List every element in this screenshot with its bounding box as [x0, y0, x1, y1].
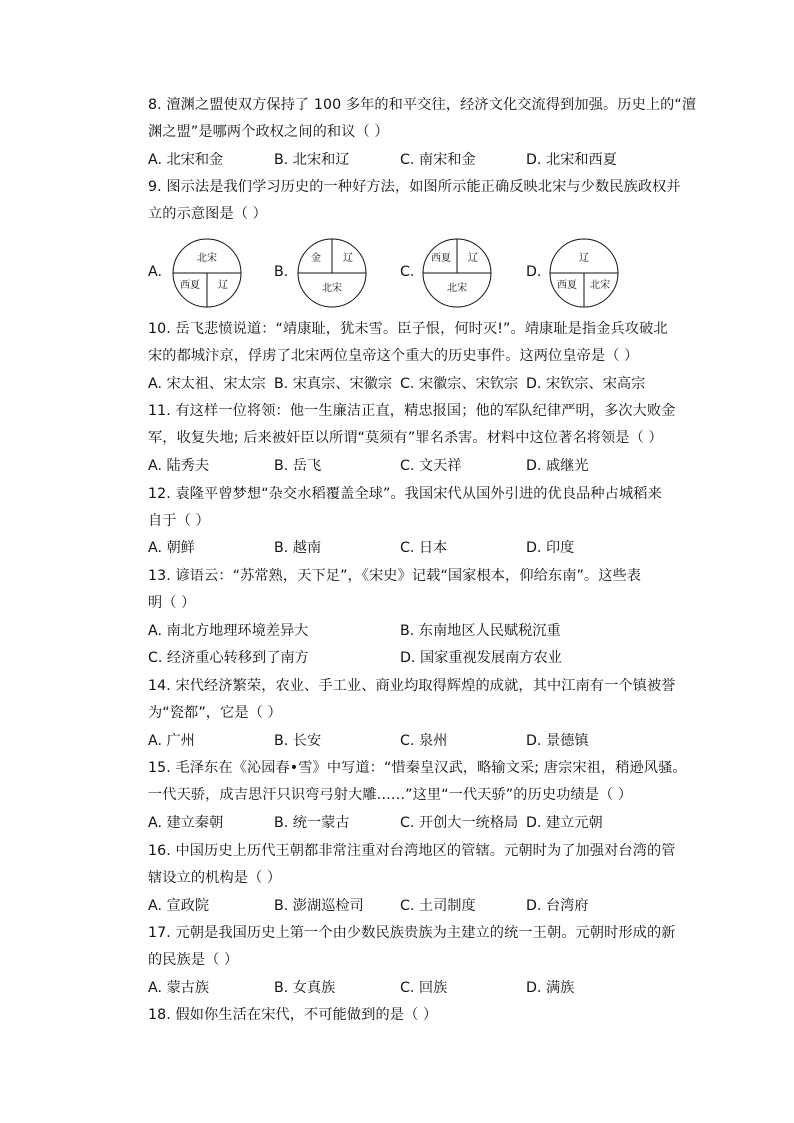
question-13-line-2: 明（ ）	[148, 595, 196, 611]
question-9-line-1: 9. 图示法是我们学习历史的一种好方法，如图所示能正确反映北宋与少数民族政权并	[148, 179, 681, 195]
q17-option-d: D. 满族	[526, 980, 575, 996]
q9-option-b-label: B.	[274, 264, 289, 280]
q8-option-c: C. 南宋和金	[400, 152, 476, 168]
q10-option-d: D. 宋钦宗、宋高宗	[526, 376, 646, 392]
q9-diagram-a	[171, 237, 243, 309]
q12-option-d: D. 印度	[526, 540, 575, 556]
diagram-d-right-label: 北宋	[590, 280, 610, 291]
question-16-line-2: 辖设立的机构是（ ）	[148, 870, 282, 886]
q8-option-d: D. 北宋和西夏	[526, 152, 617, 168]
question-8-line-2: 渊之盟”是哪两个政权之间的和议（ ）	[148, 124, 389, 140]
diagram-a-top-label: 北宋	[197, 253, 217, 264]
q14-option-c: C. 泉州	[400, 733, 448, 749]
question-8-line-1: 8. 澶渊之盟使双方保持了 100 多年的和平交往，经济文化交流得到加强。历史上的“澶	[148, 97, 697, 113]
diagram-c-left-label: 西夏	[431, 253, 451, 264]
question-10-line-1: 10. 岳飞悲愤说道：“靖康耻，犹未雪。臣子恨，何时灭!”。靖康耻是指金兵攻破北	[148, 321, 668, 337]
q9-option-a-label: A.	[148, 264, 162, 280]
q10-option-b: B. 宋真宗、宋徽宗	[274, 376, 393, 392]
q13-option-b: B. 东南地区人民赋税沉重	[400, 623, 561, 639]
question-17-line-2: 的民族是（ ）	[148, 952, 239, 968]
diagram-b-right-label: 辽	[343, 253, 353, 264]
diagram-b-bottom-label: 北宋	[322, 283, 342, 294]
q16-option-c: C. 土司制度	[400, 898, 476, 914]
question-13-line-1: 13. 谚语云：“苏常熟，天下足”，《宋史》记载“国家根本，仰给东南”。这些表	[148, 568, 642, 584]
q14-option-d: D. 景德镇	[526, 733, 589, 749]
q17-option-b: B. 女真族	[274, 980, 336, 996]
q16-option-b: B. 澎湖巡检司	[274, 898, 364, 914]
diagram-c-right-label: 辽	[468, 253, 478, 264]
q15-option-c: C. 开创大一统格局	[400, 815, 519, 831]
question-17-line-1: 17. 元朝是我国历史上第一个由少数民族贵族为主建立的统一王朝。元朝时形成的新	[148, 925, 676, 941]
q15-option-a: A. 建立秦朝	[148, 815, 224, 831]
q9-diagram-d	[548, 237, 620, 309]
q16-option-d: D. 台湾府	[526, 898, 589, 914]
q14-option-b: B. 长安	[274, 733, 322, 749]
question-12-line-2: 自于（ ）	[148, 513, 210, 529]
q17-option-a: A. 蒙古族	[148, 980, 210, 996]
q11-option-a: A. 陆秀夫	[148, 458, 210, 474]
question-16-line-1: 16. 中国历史上历代王朝都非常注重对台湾地区的管辖。元朝时为了加强对台湾的管	[148, 843, 676, 859]
question-11-line-2: 军，收复失地; 后来被奸臣以所谓“莫须有”罪名杀害。材料中这位著名将领是（ ）	[148, 430, 663, 446]
question-15-line-1: 15. 毛泽东在《沁园春•雪》中写道：“惜秦皇汉武，略输文采; 唐宗宋祖，稍逊风骚。	[148, 760, 687, 776]
question-14-line-1: 14. 宋代经济繁荣，农业、手工业、商业均取得辉煌的成就，其中江南有一个镇被誉	[148, 678, 676, 694]
q10-option-a: A. 宋太祖、宋太宗	[148, 376, 266, 392]
q11-option-b: B. 岳飞	[274, 458, 322, 474]
question-14-line-2: 为“瓷都”，它是（ ）	[148, 705, 282, 721]
q14-option-a: A. 广州	[148, 733, 195, 749]
q10-option-c: C. 宋徽宗、宋钦宗	[400, 376, 519, 392]
diagram-b-left-label: 金	[311, 253, 321, 264]
q15-option-b: B. 统一蒙古	[274, 815, 350, 831]
diagram-a-left-label: 西夏	[180, 280, 200, 291]
question-10-line-2: 宋的都城汴京，俘虏了北宋两位皇帝这个重大的历史事件。这两位皇帝是（ ）	[148, 348, 639, 364]
diagram-d-top-label: 辽	[579, 253, 589, 264]
q8-option-a: A. 北宋和金	[148, 152, 224, 168]
diagram-a-right-label: 辽	[218, 280, 228, 291]
q9-option-c-label: C.	[400, 264, 415, 280]
question-15-line-2: 一代天骄，成吉思汗只识弯弓射大雕……”这里“一代天骄”的历史功绩是（ ）	[148, 787, 633, 803]
q9-option-d-label: D.	[526, 264, 542, 280]
question-11-line-1: 11. 有这样一位将领：他一生廉洁正直，精忠报国；他的军队纪律严明，多次大败金	[148, 403, 676, 419]
question-9-line-2: 立的示意图是（ ）	[148, 206, 267, 222]
q16-option-a: A. 宣政院	[148, 898, 210, 914]
q8-option-b: B. 北宋和辽	[274, 152, 350, 168]
q13-option-c: C. 经济重心转移到了南方	[148, 650, 309, 666]
q12-option-a: A. 朝鲜	[148, 540, 195, 556]
question-18-line-1: 18. 假如你生活在宋代，不可能做到的是（ ）	[148, 1007, 438, 1023]
q9-diagram-b	[296, 237, 368, 309]
q13-option-d: D. 国家重视发展南方农业	[400, 650, 562, 666]
q9-diagram-c	[421, 237, 493, 309]
diagram-c-bottom-label: 北宋	[447, 283, 467, 294]
q11-option-c: C. 文天祥	[400, 458, 462, 474]
question-12-line-1: 12. 袁隆平曾梦想“杂交水稻覆盖全球”。我国宋代从国外引进的优良品种占城稻来	[148, 486, 662, 502]
q15-option-d: D. 建立元朝	[526, 815, 603, 831]
q12-option-b: B. 越南	[274, 540, 322, 556]
q11-option-d: D. 戚继光	[526, 458, 589, 474]
q12-option-c: C. 日本	[400, 540, 448, 556]
q17-option-c: C. 回族	[400, 980, 448, 996]
diagram-d-left-label: 西夏	[557, 280, 577, 291]
q13-option-a: A. 南北方地理环境差异大	[148, 623, 309, 639]
